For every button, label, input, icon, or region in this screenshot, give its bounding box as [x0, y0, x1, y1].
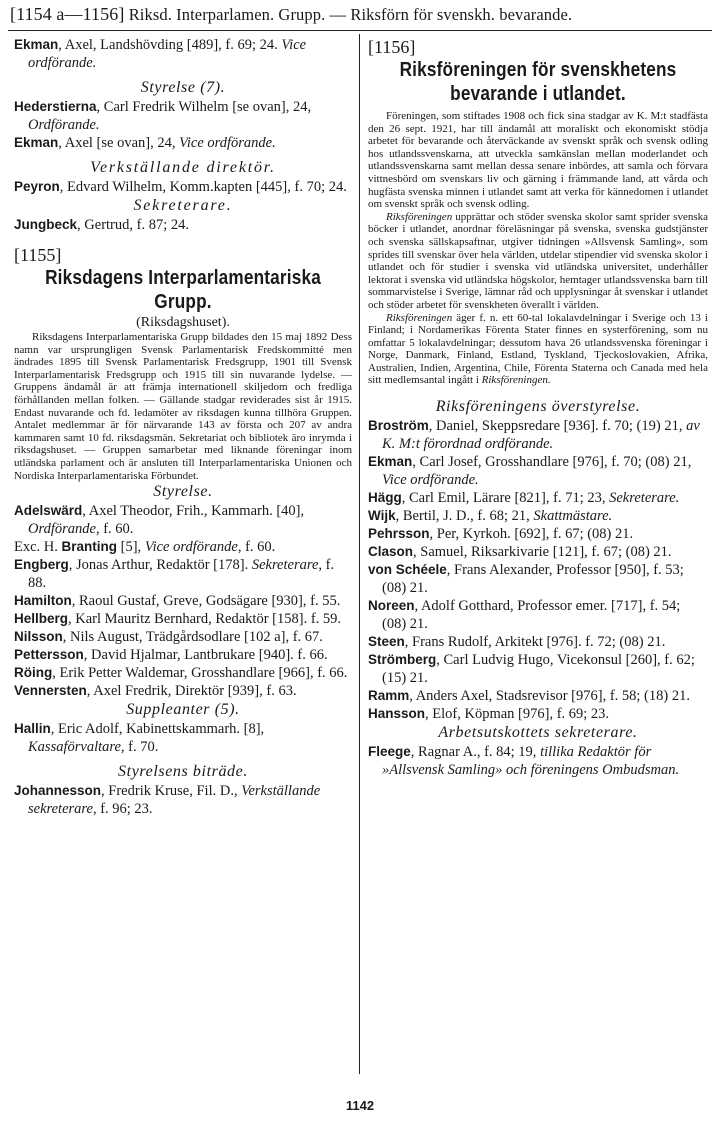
entry-text: , Per, Kyrkoh. [692], f. 67; (08) 21. [429, 526, 634, 543]
section-title-line1: Riksföreningen för svenskhetens [399, 59, 677, 81]
entry-hansson [368, 705, 708, 723]
entry-hellberg [14, 610, 352, 628]
entry-clason [368, 543, 708, 561]
entry-steen [368, 633, 708, 651]
right-column [368, 36, 708, 779]
entry-stromberg [368, 651, 708, 687]
arbetsutskott-heading: Arbetsutskottets sekreterare. [438, 724, 638, 742]
vd-heading: Verkställande direktör. [90, 159, 276, 176]
section-title-line1: Riksdagens Interparlamentariska [45, 267, 321, 289]
entry-tail: , f. 60. [95, 521, 134, 538]
entry-role: Verkställande sekreterare [28, 783, 321, 818]
entry-pehrsson [368, 525, 708, 543]
entry-text: , Carl Josef, Grosshandlare [976], f. 70; (08) 21, [412, 454, 692, 471]
entry-name: Branting [61, 539, 118, 555]
entry-name: Hamilton [14, 593, 72, 609]
entry-name: Clason [368, 544, 414, 560]
entry-text: , Anders Axel, Stadsrevisor [976], f. 58; (18) 21. [409, 688, 690, 705]
entry-text: , David Hjalmar, Lantbrukare [940]. f. 66. [83, 647, 328, 664]
entry-text: , Jonas Arthur, Redaktör [178]. [68, 557, 252, 574]
page-header [10, 4, 710, 25]
section-paragraph: Riksdagens Interparlamentariska Grupp bildades den 15 maj 1892 Dess namn var ursprungligen Svensk Parlamentarisk Fredskommitté men ändrades 1895 till Svensk Parlamentarisk Fredsgrupp, 1901 till Svensk Interparlamentarisk Fredsgrupp och 1915 till sin nuvarande lydelse. — Gruppens ändamål är att främja internationell skiljedom och fredliga förhållanden mellan folken. — Gällande stadgar reviderades sist år 1915. Endast nuvarande och fd. ledamöter av riksdagen kunna tillhöra Gruppen. Antalet medlemmar är för närvarande 143 av första och 207 av andra kammaren samt 10 fd. riksdagsmän. Sekretariat och bibliotek äro inrymda i riksdagshuset. — Gruppen samarbetar med liknande föreningar inom utländska parlament och är ansluten till Interparlamentariska Unionen och Nordiska Interparlamentariska Förbundet. [14, 331, 352, 482]
header-title: Riksd. Interparlamen. Grupp. — Riksförn för svenskh. bevarande. [128, 5, 573, 24]
entry-name: Röing [14, 665, 53, 681]
paragraph-1: Föreningen, som stiftades 1908 och fick sina stadgar av K. M:t stadfästa den 26 sept. 1921, har till ändamål att moraliskt och ekonomiskt stödja arbetet för bevarande och återväckande av svenskt språk och svensk odling hos utlandssvenskarna, att utveckla samkänslan mellan moderlandet och utlandssvenskarna samt mellan dessa senare inbördes, att samla och förvara vittnesbörd om svenskars liv och gärning i främmande land, att vårda och hugfästa svenska minnen i utlandet samt att verka för kännedomen i utlandet om svenskt språk och svensk odling. [368, 110, 708, 211]
section-location: (Riksdagshuset). [136, 315, 230, 330]
entry-text: , Karl Mauritz Bernhard, Redaktör [158]. f. 59. [68, 611, 342, 628]
entry-roing [14, 664, 352, 682]
paragraph-3-tail: Riksföreningen. [481, 374, 551, 387]
entry-text: , Axel, Landshövding [489], f. 69; 24. [58, 37, 278, 53]
entry-ekman-carl [368, 453, 708, 489]
entry-vennersten [14, 682, 352, 700]
entry-text: , Elof, Köpman [976], f. 69; 23. [425, 706, 610, 723]
bitrade-heading: Styrelsens biträde. [118, 763, 248, 781]
entry-text: , Erik Petter Waldemar, Grosshandlare [966], f. 66. [52, 665, 348, 682]
entry-role: Skattmästare. [533, 508, 613, 525]
entry-name: Pehrsson [368, 526, 430, 542]
entry-text: , Ragnar A., f. 84; 19, [410, 744, 541, 761]
entry-text: , Daniel, Skeppsredare [936]. f. 70; (19) 21, [428, 418, 687, 435]
entry-role: Sekreterare [251, 557, 319, 574]
entry-name: Fleege [368, 744, 411, 760]
entry-text: , Fredrik Kruse, Fil. D., [101, 783, 242, 800]
entry-name: Jungbeck [14, 217, 78, 232]
entry-name: Ekman [14, 135, 59, 150]
section-title-line2: bevarande i utlandet. [450, 83, 626, 105]
entry-text: , Gertrud, f. 87; 24. [77, 217, 189, 233]
entry-name: Strömberg [368, 652, 437, 668]
entry-role: Ordförande. [28, 117, 100, 133]
entry-name: Nilsson [14, 629, 63, 645]
entry-name: Hederstierna [14, 99, 97, 114]
entry-role: Vice ordförande [144, 539, 238, 556]
entry-von-scheele [368, 561, 708, 597]
entry-text: , Adolf Gotthard, Professor emer. [717], f. 54; (08) 21. [382, 598, 681, 633]
paragraph-3 [368, 312, 708, 388]
entry-name: Hansson [368, 706, 426, 722]
entry-adelsward [14, 502, 352, 538]
section-title-line2: Grupp. [154, 291, 212, 313]
entry-name: Ekman [14, 37, 59, 52]
entry-branting [14, 538, 352, 556]
entry-text: , Frans Rudolf, Arkitekt [976]. f. 72; (08) 21. [404, 634, 666, 651]
entry-ramm [368, 687, 708, 705]
entry-brostrom [368, 417, 708, 453]
entry-name: Adelswärd [14, 503, 83, 519]
entry-role: tillika Redaktör för »Allsvensk Samling» och föreningens Ombudsman. [382, 744, 680, 779]
entry-tail: , f. 96; 23. [92, 801, 153, 818]
left-column [14, 36, 352, 818]
entry-name: Ramm [368, 688, 410, 704]
entry-text: , Carl Ludvig Hugo, Vicekonsul [260], f. 62; (15) 21. [382, 652, 695, 687]
entry-name: Ekman [368, 454, 413, 470]
entry-role: Vice ordförande. [179, 135, 276, 151]
entry-role: Vice ordförande. [28, 37, 307, 71]
entry-text: , Bertil, J. D., f. 68; 21, [395, 508, 534, 525]
entry-text: , Carl Emil, Lärare [821], f. 71; 23, [401, 490, 610, 507]
entry-text: , Axel Fredrik, Direktör [939], f. 63. [86, 683, 297, 700]
paragraph-3-body: äger f. n. ett 60-tal lokalavdelningar i Sverige och 13 i Finland; i Nordamerikas Förenta Stater finnes en systerförening, som nu omfattar 5 lokalavdelningar; dessutom hava 26 utlandssvenska föreningar i Norge, Danmark, Finland, Estland, Tyskland, Tjeckoslovakien, Afrika, Australien, Indien, Argentina, Chile, Förenta Staterna och Canada med hela sitt medlemsantal ingått i [368, 311, 708, 387]
entry-wijk [368, 507, 708, 525]
entry-text: , Raoul Gustaf, Greve, Godsägare [930], f. 55. [71, 593, 341, 610]
entry-role: Ordförande [28, 521, 96, 538]
entry-text: Exc. H. [14, 539, 62, 556]
entry-role: Vice ordförande. [382, 472, 479, 489]
entry-name: von Schéele [368, 562, 447, 578]
entry-role: av K. M:t förordnad ordförande. [382, 418, 700, 453]
styrelse7-heading: Styrelse (7). [140, 79, 226, 96]
entry-peyron [14, 178, 352, 196]
entry-name: Pettersson [14, 647, 84, 663]
entry-name: Wijk [368, 508, 396, 524]
entry-text: , Eric Adolf, Kabinettskammarh. [8], [50, 721, 265, 738]
section-number-1156: [1156] [368, 37, 416, 57]
header-range: [1154 a—1156] [10, 4, 125, 24]
header-rule [8, 30, 712, 31]
entry-text: , Axel [se ovan], 24, [58, 135, 180, 151]
entry-name: Peyron [14, 179, 60, 194]
entry-hallin [14, 720, 352, 756]
entry-hamilton [14, 592, 352, 610]
entry-engberg [14, 556, 352, 592]
paragraph-3-lead: Riksföreningen [386, 311, 453, 324]
entry-name: Hellberg [14, 611, 69, 627]
entry-tail: , f. 70. [120, 739, 159, 756]
styrelse-heading: Styrelse. [153, 483, 213, 501]
entry-jungbeck [14, 216, 352, 234]
entry-text: , Axel Theodor, Frih., Kammarh. [40], [82, 503, 305, 520]
entry-name: Engberg [14, 557, 69, 573]
column-divider [359, 34, 360, 1074]
overstyrelse-heading: Riksföreningens överstyrelse. [435, 398, 641, 416]
entry-hagg [368, 489, 708, 507]
entry-role: Sekreterare. [609, 490, 680, 507]
entry-hederstierna [14, 98, 352, 134]
entry-ekman-top [14, 36, 352, 72]
entry-nilsson [14, 628, 352, 646]
entry-name: Noreen [368, 598, 415, 614]
paragraph-2-body: upprättar och stöder svenska skolor samt sprider svenska böcker i utlandet, anordnar föreläsningar på svenska, svenska gudstjänster och svenska sällskapsaftnar, utgiver tidningen »Allsvensk Samling», som sprides till svenskar över hela världen, utdelar stipendier vid svenska skolor i utlandet och för studier i svenska vid utländska universitet, underhåller lektorat i svenska vid utländska högskolor, hemtager utlandssvenska barn till sommarvistelse i Sverige, lämnar råd och upplysningar åt svenskar i utlandet och stöder arbetet för svenskheten överallt i världen. [368, 210, 708, 311]
entry-ekman [14, 134, 352, 152]
entry-tail: , f. 60. [237, 539, 276, 556]
entry-name: Vennersten [14, 683, 87, 699]
entry-fleege [368, 743, 708, 779]
paragraph-2 [368, 211, 708, 312]
suppleanter-heading: Suppleanter (5). [126, 701, 240, 719]
entry-text2: [5], [117, 539, 145, 556]
entry-tail: , f. 88. [28, 557, 335, 592]
entry-text: , Nils August, Trädgårdsodlare [102 a], f. 67. [62, 629, 323, 646]
page-number: 1142 [345, 1098, 375, 1113]
entry-name: Broström [368, 418, 429, 434]
entry-name: Johannesson [14, 783, 102, 799]
entry-pettersson [14, 646, 352, 664]
entry-name: Steen [368, 634, 405, 650]
entry-noreen [368, 597, 708, 633]
entry-text: , Edvard Wilhelm, Komm.kapten [445], f. 70; 24. [59, 179, 347, 195]
entry-name: Hägg [368, 490, 402, 506]
entry-text: , Carl Fredrik Wilhelm [se ovan], 24, [96, 99, 312, 115]
entry-text: , Frans Alexander, Professor [950], f. 53; (08) 21. [382, 562, 684, 597]
entry-johannesson [14, 782, 352, 818]
section-number-1155: [1155] [14, 245, 62, 265]
paragraph-2-lead: Riksföreningen [386, 210, 453, 223]
entry-text: , Samuel, Riksarkivarie [121], f. 67; (08) 21. [413, 544, 672, 561]
sekreterare-heading: Sekreterare. [133, 197, 233, 214]
entry-name: Hallin [14, 721, 51, 737]
entry-role: Kassaförvaltare [28, 739, 121, 756]
